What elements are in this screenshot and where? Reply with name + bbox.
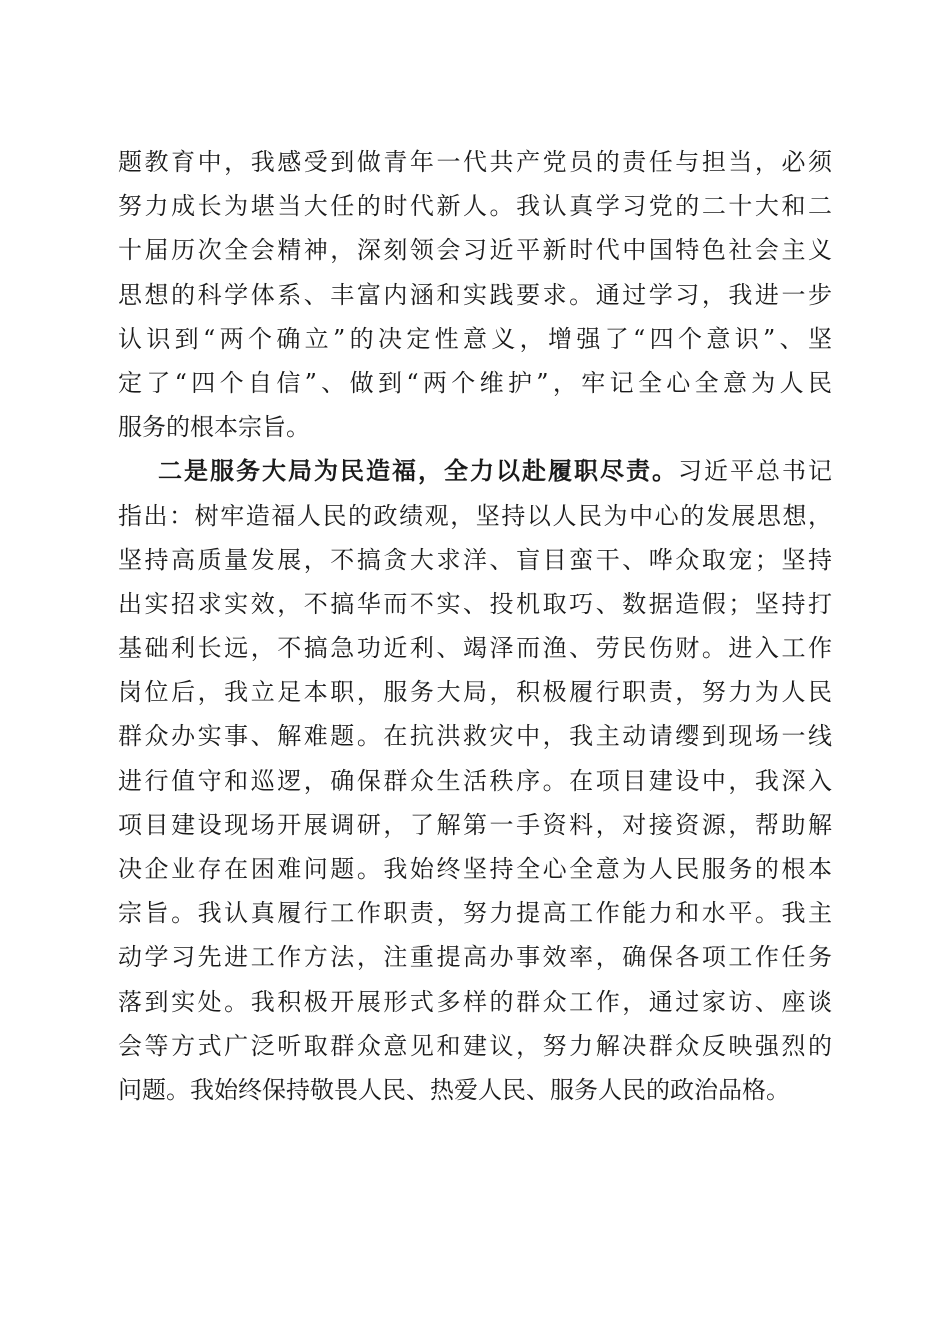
- paragraph-line: 出实招求实效，不搞华而不实、投机取巧、数据造假；坚持打: [118, 589, 832, 618]
- paragraph-line: 决企业存在困难问题。我始终坚持全心全意为人民服务的根本: [118, 855, 832, 883]
- paragraph-line: 进行值守和巡逻，确保群众生活秩序。在项目建设中，我深入: [118, 766, 832, 795]
- paragraph-line: 服务的根本宗旨。: [118, 413, 310, 442]
- paragraph-2: [118, 449, 832, 1112]
- paragraph-line: 指出：树牢造福人民的政绩观，坚持以人民为中心的发展思想，: [118, 501, 832, 530]
- paragraph-line: 认识到“两个确立”的决定性意义，增强了“四个意识”、坚: [118, 324, 832, 353]
- paragraph-line: 项目建设现场开展调研，了解第一手资料，对接资源，帮助解: [118, 810, 832, 839]
- paragraph-first-line: [118, 449, 832, 493]
- paragraph-line: 思想的科学体系、丰富内涵和实践要求。通过学习，我进一步: [118, 280, 832, 309]
- paragraph-line: 努力成长为堪当大任的时代新人。我认真学习党的二十大和二: [118, 192, 832, 221]
- paragraph-line-rest: 习近平总书记: [678, 457, 832, 486]
- paragraph-line: 问题。我始终保持敬畏人民、热爱人民、服务人民的政治品格。: [118, 1075, 790, 1104]
- paragraph-1: [118, 140, 832, 449]
- document-body: [118, 140, 832, 1112]
- paragraph-heading: 二是服务大局为民造福，全力以赴履职尽责。: [158, 456, 678, 486]
- paragraph-line: 落到实处。我积极开展形式多样的群众工作，通过家访、座谈: [118, 987, 832, 1016]
- paragraph-line: 题教育中，我感受到做青年一代共产党员的责任与担当，必须: [118, 148, 832, 176]
- paragraph-line: 定了“四个自信”、做到“两个维护”，牢记全心全意为人民: [118, 368, 832, 397]
- paragraph-line: 群众办实事、解难题。在抗洪救灾中，我主动请缨到现场一线: [118, 722, 832, 751]
- paragraph-line: 十届历次全会精神，深刻领会习近平新时代中国特色社会主义: [118, 236, 832, 265]
- paragraph-line: 会等方式广泛听取群众意见和建议，努力解决群众反映强烈的: [118, 1031, 832, 1060]
- paragraph-line: 岗位后，我立足本职，服务大局，积极履行职责，努力为人民: [118, 678, 832, 707]
- paragraph-line: 动学习先进工作方法，注重提高办事效率，确保各项工作任务: [118, 943, 832, 972]
- paragraph-line: 基础利长远，不搞急功近利、竭泽而渔、劳民伤财。进入工作: [118, 634, 832, 663]
- paragraph-line: 坚持高质量发展，不搞贪大求洋、盲目蛮干、哗众取宠；坚持: [118, 545, 832, 574]
- paragraph-line: 宗旨。我认真履行工作职责，努力提高工作能力和水平。我主: [118, 899, 832, 928]
